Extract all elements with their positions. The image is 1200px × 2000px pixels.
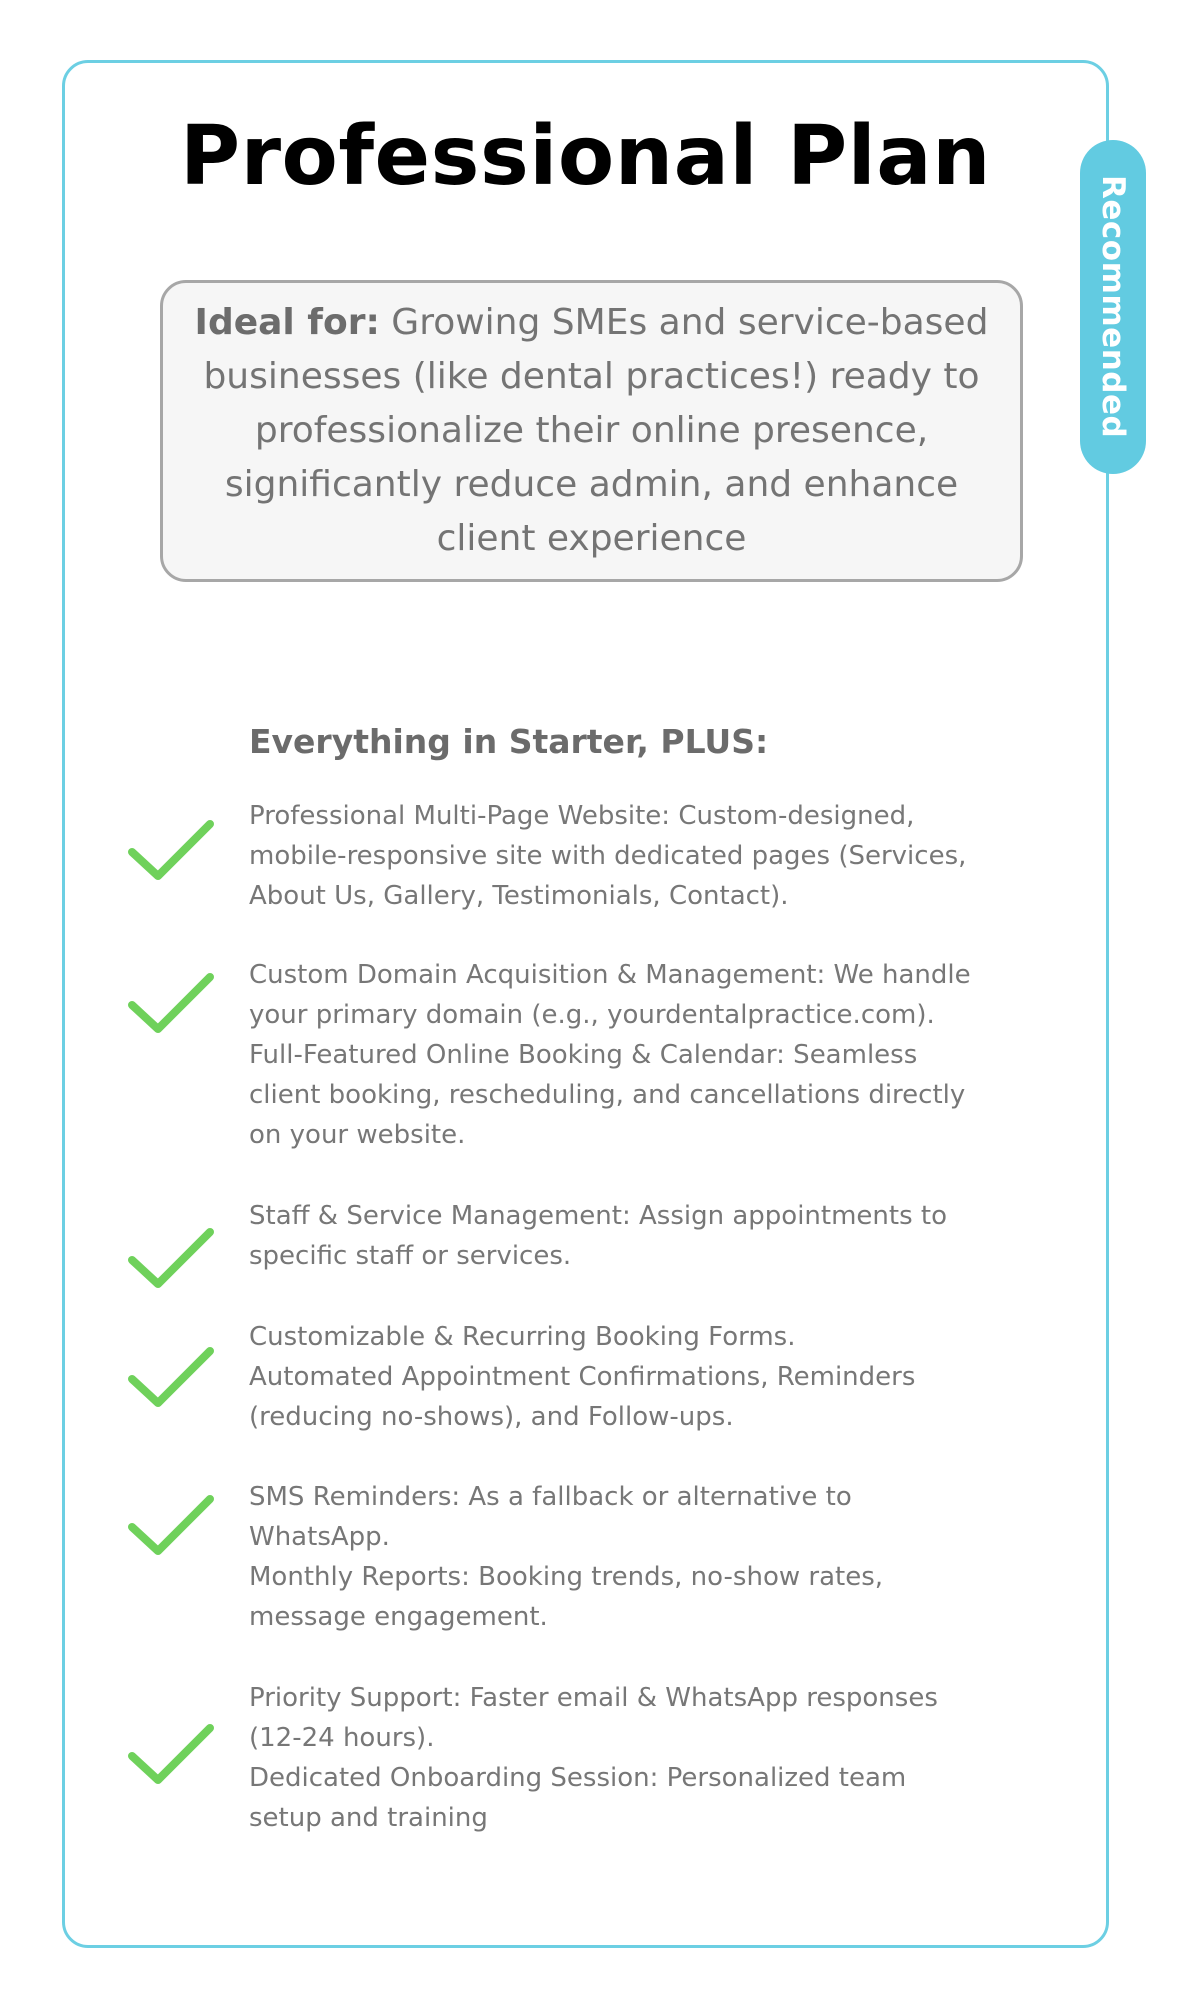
feature-line: Professional Multi-Page Website: Custom-designed, [249,801,915,831]
feature-text [249,1196,1079,1276]
check-icon [128,1345,214,1409]
feature-line: mobile-responsive site with dedicated pages (Services, [249,841,967,871]
check-icon [128,971,214,1035]
feature-line: setup and training [249,1803,488,1833]
feature-line: Priority Support: Faster email & WhatsApp responses [249,1683,938,1713]
feature-text [249,955,1079,1155]
ideal-for-text [173,296,1010,566]
feature-line: WhatsApp. [249,1522,390,1552]
feature-line: Dedicated Onboarding Session: Personalized team [249,1763,907,1793]
feature-text [249,1678,1079,1838]
feature-text [249,796,1079,916]
plan-title: Professional Plan [179,109,991,204]
feature-line: (reducing no-shows), and Follow-ups. [249,1402,734,1432]
feature-line: Staff & Service Management: Assign appointments to [249,1201,948,1231]
ideal-for-label: Ideal for: [194,302,380,343]
feature-line: specific staff or services. [249,1241,572,1271]
recommended-badge-label: Recommended [1095,175,1131,439]
feature-line: SMS Reminders: As a fallback or alternative to [249,1482,852,1512]
check-icon [128,1722,214,1786]
feature-line: Automated Appointment Confirmations, Reminders [249,1362,916,1392]
feature-line: message engagement. [249,1602,548,1632]
features-heading: Everything in Starter, PLUS: [249,722,769,761]
feature-line: Full-Featured Online Booking & Calendar: Seamless [249,1040,918,1070]
feature-line: (12-24 hours). [249,1723,435,1753]
feature-line: your primary domain (e.g., yourdentalpractice.com). [249,1000,935,1030]
feature-text [249,1477,1079,1637]
feature-line: Monthly Reports: Booking trends, no-show rates, [249,1562,884,1592]
feature-line: client booking, rescheduling, and cancellations directly [249,1080,966,1110]
ideal-for-box [160,280,1023,582]
check-icon [128,818,214,882]
feature-line: About Us, Gallery, Testimonials, Contact). [249,881,789,911]
check-icon [128,1493,214,1557]
feature-line: Customizable & Recurring Booking Forms. [249,1322,796,1352]
check-icon [128,1226,214,1290]
feature-text [249,1317,1079,1437]
feature-line: Custom Domain Acquisition & Management: We handle [249,960,971,990]
ideal-for-description: Growing SMEs and service-based businesses (like dental practices!) ready to professionalize their online presence, significantly reduce admin, and enhance client experience [203,302,989,559]
feature-line: on your website. [249,1120,466,1150]
